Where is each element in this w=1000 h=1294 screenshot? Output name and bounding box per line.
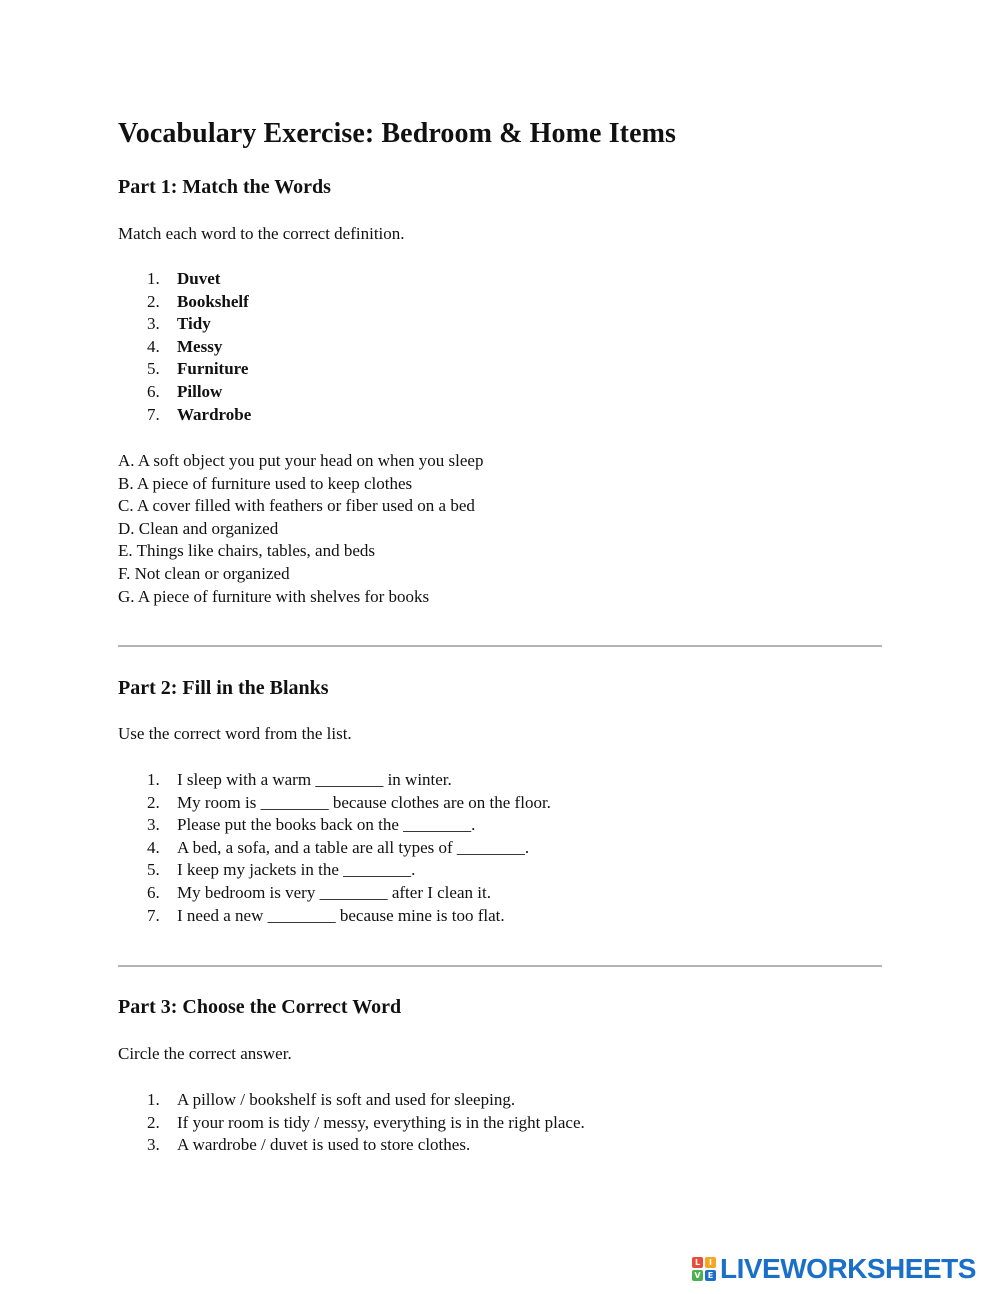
- list-item: 7. I need a new ________ because mine is too flat.: [147, 905, 505, 925]
- part1-word-list: [118, 268, 251, 426]
- list-item: 4. A bed, a sofa, and a table are all types of ________.: [147, 837, 530, 857]
- list-item: 6. My bedroom is very ________ after I clean it.: [147, 882, 491, 902]
- definition-item: D. Clean and organized: [118, 518, 279, 538]
- definition-item: F. Not clean or organized: [118, 563, 290, 583]
- definition-item: B. A piece of furniture used to keep clothes: [118, 473, 413, 493]
- definition-item: C. A cover filled with feathers or fiber used on a bed: [118, 496, 475, 516]
- list-item: 1. I sleep with a warm ________ in winter.: [147, 770, 452, 789]
- part1-definitions: [118, 450, 483, 608]
- list-item: 2. Bookshelf: [147, 291, 249, 311]
- part1-instruction: Match each word to the correct definition.: [118, 224, 405, 243]
- section-divider: [118, 645, 882, 647]
- part1-heading: Part 1: Match the Words: [118, 176, 331, 198]
- list-item: 7. Wardrobe: [147, 404, 252, 424]
- logo-text: LIVEWORKSHEETS: [720, 1253, 976, 1284]
- part2-heading: Part 2: Fill in the Blanks: [118, 677, 329, 699]
- list-item: 5. Furniture: [147, 359, 249, 379]
- list-item: 3. Tidy: [147, 314, 211, 334]
- list-item: 2. My room is ________ because clothes are on the floor.: [147, 792, 551, 812]
- list-item: 6. Pillow: [147, 381, 223, 401]
- liveworksheets-mark-icon: L I V E: [692, 1257, 716, 1281]
- part3-question-list: [118, 1089, 585, 1157]
- list-item: 4. Messy: [147, 336, 223, 356]
- part3-instruction: Circle the correct answer.: [118, 1044, 292, 1063]
- list-item: 3. A wardrobe / duvet is used to store clothes.: [147, 1135, 471, 1155]
- part2-instruction: Use the correct word from the list.: [118, 724, 352, 743]
- list-item: 3. Please put the books back on the ________.: [147, 815, 476, 835]
- liveworksheets-logo[interactable]: [692, 1254, 976, 1284]
- part2-sentence-list: [118, 769, 551, 927]
- section-divider: [118, 965, 882, 967]
- list-item: 2. If your room is tidy / messy, everything is in the right place.: [147, 1112, 585, 1132]
- list-item: 5. I keep my jackets in the ________.: [147, 860, 416, 880]
- list-item: 1. A pillow / bookshelf is soft and used for sleeping.: [147, 1090, 516, 1109]
- definition-item: A. A soft object you put your head on when you sleep: [118, 451, 484, 470]
- page-title: Vocabulary Exercise: Bedroom & Home Items: [118, 118, 677, 149]
- part3-heading: Part 3: Choose the Correct Word: [118, 996, 402, 1018]
- definition-item: G. A piece of furniture with shelves for books: [118, 586, 430, 606]
- definition-item: E. Things like chairs, tables, and beds: [118, 541, 375, 561]
- list-item: 1. Duvet: [147, 269, 221, 288]
